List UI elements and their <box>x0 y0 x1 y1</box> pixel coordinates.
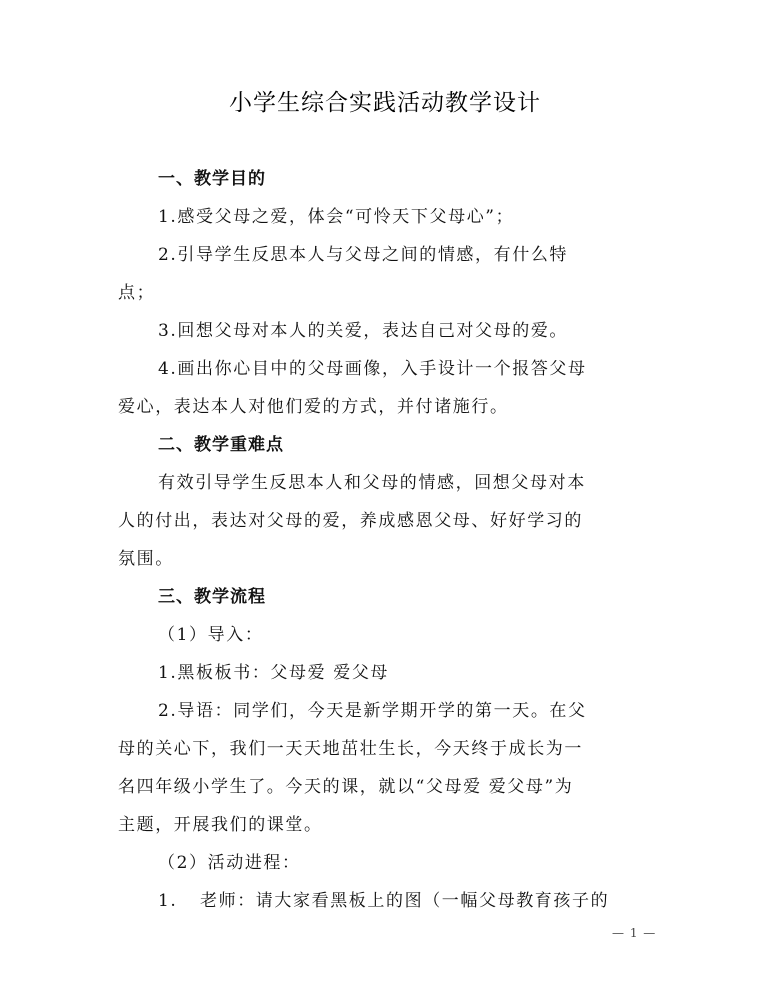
list-item-number: 1. <box>158 891 178 911</box>
paragraph-line: 点； <box>118 283 156 303</box>
paragraph-line: 主题，开展我们的课堂。 <box>118 815 323 835</box>
page-number: — 1 — <box>612 926 657 940</box>
paragraph-line: 1.黑板板书：父母爱 爱父母 <box>158 663 390 683</box>
list-item <box>158 890 698 912</box>
paragraph-line: 2.导语：同学们，今天是新学期开学的第一天。在父 <box>158 701 587 721</box>
paragraph-line: 1.感受父母之爱，体会“可怜天下父母心”； <box>158 207 515 227</box>
paragraph-line: 4.画出你心目中的父母画像，入手设计一个报答父母 <box>158 359 587 379</box>
subsection-heading: （2）活动进程： <box>158 853 301 873</box>
paragraph-line: 爱心，表达本人对他们爱的方式，并付诸施行。 <box>118 397 509 417</box>
list-item-text: 老师：请大家看黑板上的图（一幅父母教育孩子的 <box>200 891 610 911</box>
paragraph-line: 2.引导学生反思本人与父母之间的情感，有什么特 <box>158 245 569 265</box>
document-title: 小学生综合实践活动教学设计 <box>229 90 541 116</box>
paragraph-line: 有效引导学生反思本人和父母的情感，回想父母对本 <box>158 473 586 493</box>
paragraph-line: 人的付出，表达对父母的爱，养成感恩父母、好好学习的 <box>118 511 583 531</box>
paragraph-line: 名四年级小学生了。今天的课，就以“父母爱 爱父母”为 <box>118 777 574 797</box>
paragraph-line: 母的关心下，我们一天天地茁壮生长，今天终于成长为一 <box>118 739 583 759</box>
subsection-heading: （1）导入： <box>158 625 264 645</box>
section-heading-process: 三、教学流程 <box>158 587 266 607</box>
paragraph-line: 氛围。 <box>118 549 174 569</box>
section-heading-key-points: 二、教学重难点 <box>158 435 284 455</box>
section-heading-objectives: 一、教学目的 <box>158 169 266 189</box>
paragraph-line: 3.回想父母对本人的关爱，表达自己对父母的爱。 <box>158 321 569 341</box>
